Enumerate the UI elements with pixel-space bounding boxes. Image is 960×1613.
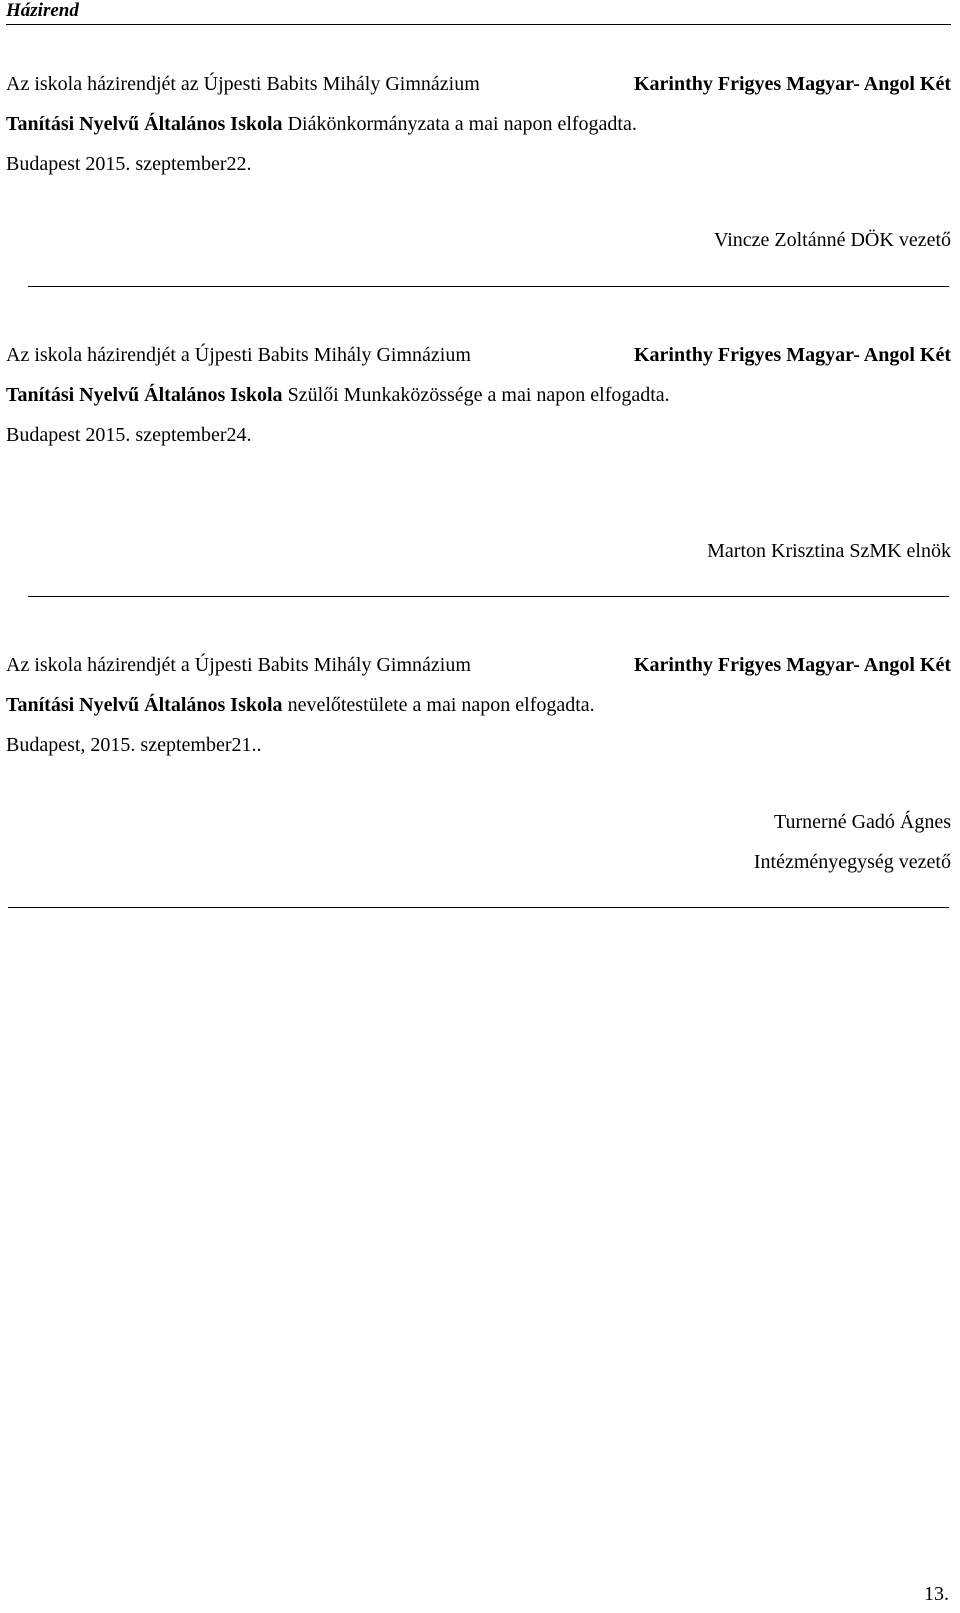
approval-text-body: nevelőtestülete a mai napon elfogadta. bbox=[282, 694, 595, 716]
header-title: Házirend bbox=[6, 0, 79, 21]
signature-name: Turnerné Gadó Ágnes bbox=[773, 811, 951, 833]
school-name-bold-1: Karinthy Frigyes Magyar- Angol Két bbox=[634, 344, 951, 366]
signature-line bbox=[28, 286, 949, 287]
signature-line bbox=[28, 596, 949, 597]
approval-section-student-council bbox=[6, 64, 951, 184]
approval-text-body: Diákönkormányzata a mai napon elfogadta. bbox=[282, 113, 637, 135]
page-header bbox=[6, 0, 951, 25]
approval-section-parents bbox=[6, 335, 951, 455]
approval-text-intro: Az iskola házirendjét a Újpesti Babits Mihály Gimnázium bbox=[6, 344, 471, 366]
approval-text-line-2 bbox=[6, 685, 951, 725]
approval-text-line-1 bbox=[6, 645, 951, 685]
school-name-bold-1: Karinthy Frigyes Magyar- Angol Két bbox=[634, 73, 951, 95]
signature-role: Intézményegység vezető bbox=[753, 851, 951, 873]
approval-text-intro: Az iskola házirendjét a Újpesti Babits Mihály Gimnázium bbox=[6, 654, 471, 676]
approval-text-line-2 bbox=[6, 375, 951, 415]
signature-name: Marton Krisztina SzMK elnök bbox=[707, 540, 951, 562]
approval-text-line-1 bbox=[6, 335, 951, 375]
school-name-bold-1: Karinthy Frigyes Magyar- Angol Két bbox=[634, 654, 951, 676]
approval-text-body: Szülői Munkaközössége a mai napon elfogadta. bbox=[282, 384, 670, 406]
school-name-bold-2: Tanítási Nyelvű Általános Iskola bbox=[6, 694, 283, 716]
approval-text-line-2 bbox=[6, 104, 951, 144]
approval-text-intro: Az iskola házirendjét az Újpesti Babits Mihály Gimnázium bbox=[6, 73, 480, 95]
approval-date: Budapest, 2015. szeptember21.. bbox=[6, 734, 262, 756]
signature-name: Vincze Zoltánné DÖK vezető bbox=[713, 229, 951, 251]
school-name-bold-2: Tanítási Nyelvű Általános Iskola bbox=[6, 384, 283, 406]
approval-date: Budapest 2015. szeptember22. bbox=[6, 153, 252, 175]
page-number: 13. bbox=[924, 1583, 949, 1605]
approval-section-teachers bbox=[6, 645, 951, 765]
approval-text-line-1 bbox=[6, 64, 951, 104]
school-name-bold-2: Tanítási Nyelvű Általános Iskola bbox=[6, 113, 283, 135]
signature-line bbox=[8, 907, 949, 908]
approval-date: Budapest 2015. szeptember24. bbox=[6, 424, 252, 446]
